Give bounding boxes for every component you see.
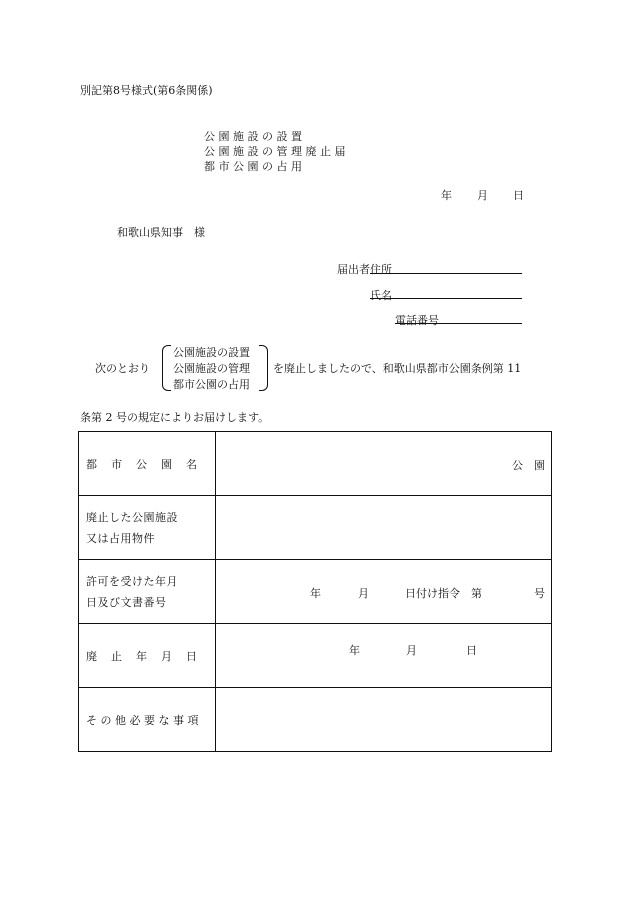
option-2: 公園施設の管理 xyxy=(173,362,250,375)
body-lead: 次のとおり xyxy=(95,362,150,375)
facility-label-line-1: 廃止した公園施設 xyxy=(86,510,178,524)
park-name-label: 都市公園名 xyxy=(86,457,211,471)
other-field[interactable] xyxy=(216,688,552,752)
permit-field[interactable] xyxy=(216,560,552,624)
brace-right xyxy=(259,345,268,391)
facility-label-cell xyxy=(79,496,216,560)
park-name-label-cell xyxy=(79,432,216,496)
other-label: その他必要な事項 xyxy=(86,713,202,727)
form-number: 別記第8号様式(第6条関係) xyxy=(80,84,213,97)
title-line-1: 公 園 施 設 の 設 置 xyxy=(204,130,302,143)
abolition-date-label: 廃止年月日 xyxy=(86,649,211,663)
park-name-field[interactable] xyxy=(216,432,552,496)
permit-month: 月 xyxy=(358,587,369,600)
table-row-permit xyxy=(79,560,552,624)
facility-label-line-2: 又は占用物件 xyxy=(86,531,155,545)
applicant-prefix: 届出者 xyxy=(337,263,370,276)
name-field[interactable] xyxy=(370,298,522,299)
abolition-day: 日 xyxy=(466,644,477,657)
abolition-month: 月 xyxy=(406,644,417,657)
abolition-year: 年 xyxy=(349,644,360,657)
permit-label-line-1: 許可を受けた年月 xyxy=(86,574,178,588)
date-month: 月 xyxy=(477,189,488,202)
table-row-park-name xyxy=(79,432,552,496)
park-suffix: 公 園 xyxy=(512,459,545,472)
phone-field[interactable] xyxy=(395,323,522,324)
address-field[interactable] xyxy=(370,273,522,274)
phone-label: 電話番号 xyxy=(395,314,439,327)
title-line-3: 都 市 公 園 の 占 用 xyxy=(204,160,302,173)
address-label: 住所 xyxy=(370,263,392,276)
date-year: 年 xyxy=(441,189,452,202)
name-label: 氏名 xyxy=(370,289,392,302)
other-label-cell xyxy=(79,688,216,752)
permit-label-cell xyxy=(79,560,216,624)
option-3: 都市公園の占用 xyxy=(173,378,250,391)
table-row-abolition-date xyxy=(79,624,552,688)
abolition-date-field[interactable] xyxy=(216,624,552,688)
abolition-date-label-cell xyxy=(79,624,216,688)
table-row-other xyxy=(79,688,552,752)
permit-mid: 日付け指令 第 xyxy=(405,587,482,600)
table-row-facility xyxy=(79,496,552,560)
permit-number-suffix: 号 xyxy=(534,587,545,600)
date-day: 日 xyxy=(513,189,524,202)
permit-year: 年 xyxy=(310,587,321,600)
form-table xyxy=(78,431,552,752)
title-line-2: 公 園 施 設 の 管 理 廃 止 届 xyxy=(204,145,346,158)
facility-field[interactable] xyxy=(216,496,552,560)
brace-left xyxy=(162,345,171,391)
body-tail: を廃止しましたので、和歌山県都市公園条例第 11 xyxy=(273,362,522,375)
addressee: 和歌山県知事 様 xyxy=(117,226,205,239)
permit-label-line-2: 日及び文書番号 xyxy=(86,595,167,609)
body-line-2: 条第 2 号の規定によりお届けします。 xyxy=(80,411,270,424)
option-1: 公園施設の設置 xyxy=(173,346,250,359)
